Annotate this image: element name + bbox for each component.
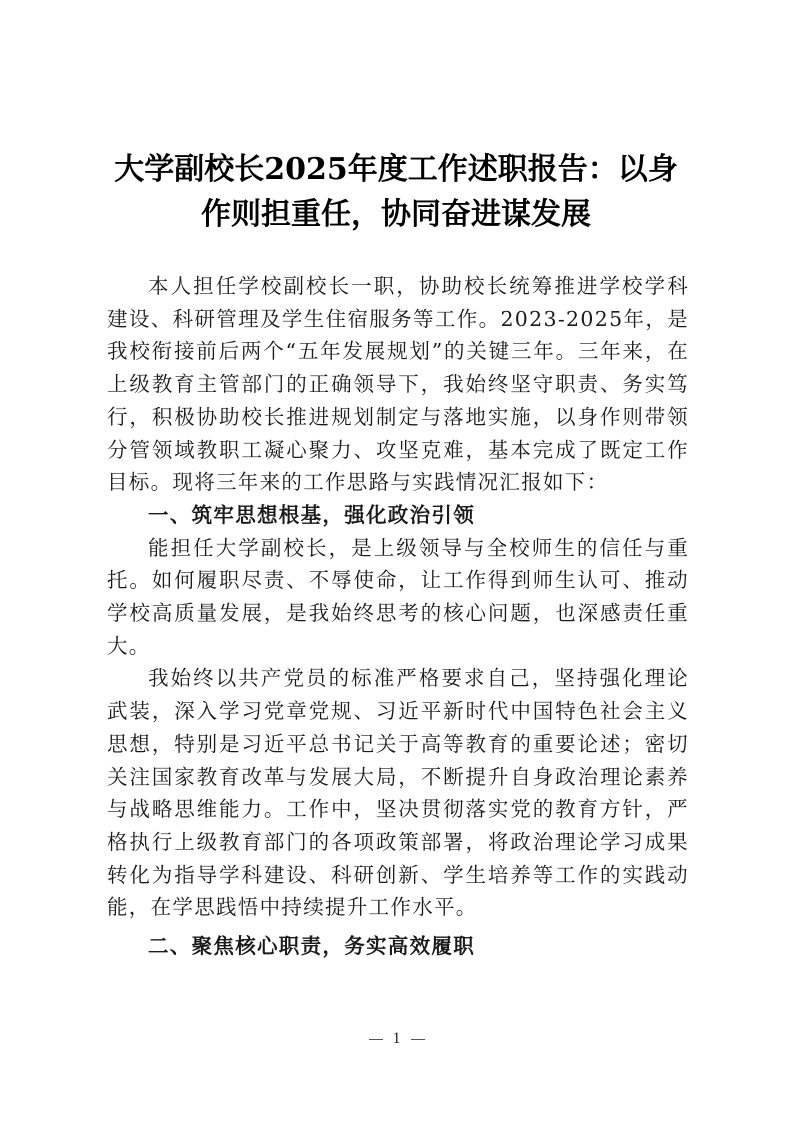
- document-body: [107, 270, 689, 963]
- section-1-paragraph-2: 我始终以共产党员的标准严格要求自己，坚持强化理论武装，深入学习党章党规、习近平新时代中国特色社会主义思想，特别是习近平总书记关于高等教育的重要论述；密切关注国家教育改革与发展大局，不断提升自身政治理论素养与战略思维能力。工作中，坚决贯彻落实党的教育方针，严格执行上级教育部门的各项政策部署，将政治理论学习成果转化为指导学科建设、科研创新、学生培养等工作的实践动能，在学思践悟中持续提升工作水平。: [107, 666, 689, 920]
- section-heading-1: 一、筑牢思想根基，强化政治引领: [148, 502, 475, 527]
- title-line-2: 作则担重任，协同奋进谋发展: [201, 197, 591, 232]
- section-1-paragraph-1: 能担任大学副校长，是上级领导与全校师生的信任与重托。如何履职尽责、不辱使命，让工作得到师生认可、推动学校高质量发展，是我始终思考的核心问题，也深感责任重大。: [107, 535, 689, 658]
- title-line-1: 大学副校长2025年度工作述职报告：以身: [114, 152, 678, 187]
- intro-paragraph: 本人担任学校副校长一职，协助校长统筹推进学校学科建设、科研管理及学生住宿服务等工作。2023-2025年，是我校衔接前后两个“五年发展规划”的关键三年。三年来，在上级教育主管部门的正确领导下，我始终坚守职责、务实笃行，积极协助校长推进规划制定与落地实施，以身作则带领分管领域教职工凝心聚力、攻坚克难，基本完成了既定工作目标。现将三年来的工作思路与实践情况汇报如下：: [107, 274, 689, 495]
- document-title: [96, 147, 696, 237]
- dash-right-icon: [411, 1039, 425, 1040]
- section-heading-2: 二、聚焦核心职责，务实高效履职: [148, 934, 475, 959]
- page-number: 1: [392, 1030, 401, 1047]
- dash-left-icon: [369, 1039, 383, 1040]
- page-footer: [0, 1030, 793, 1048]
